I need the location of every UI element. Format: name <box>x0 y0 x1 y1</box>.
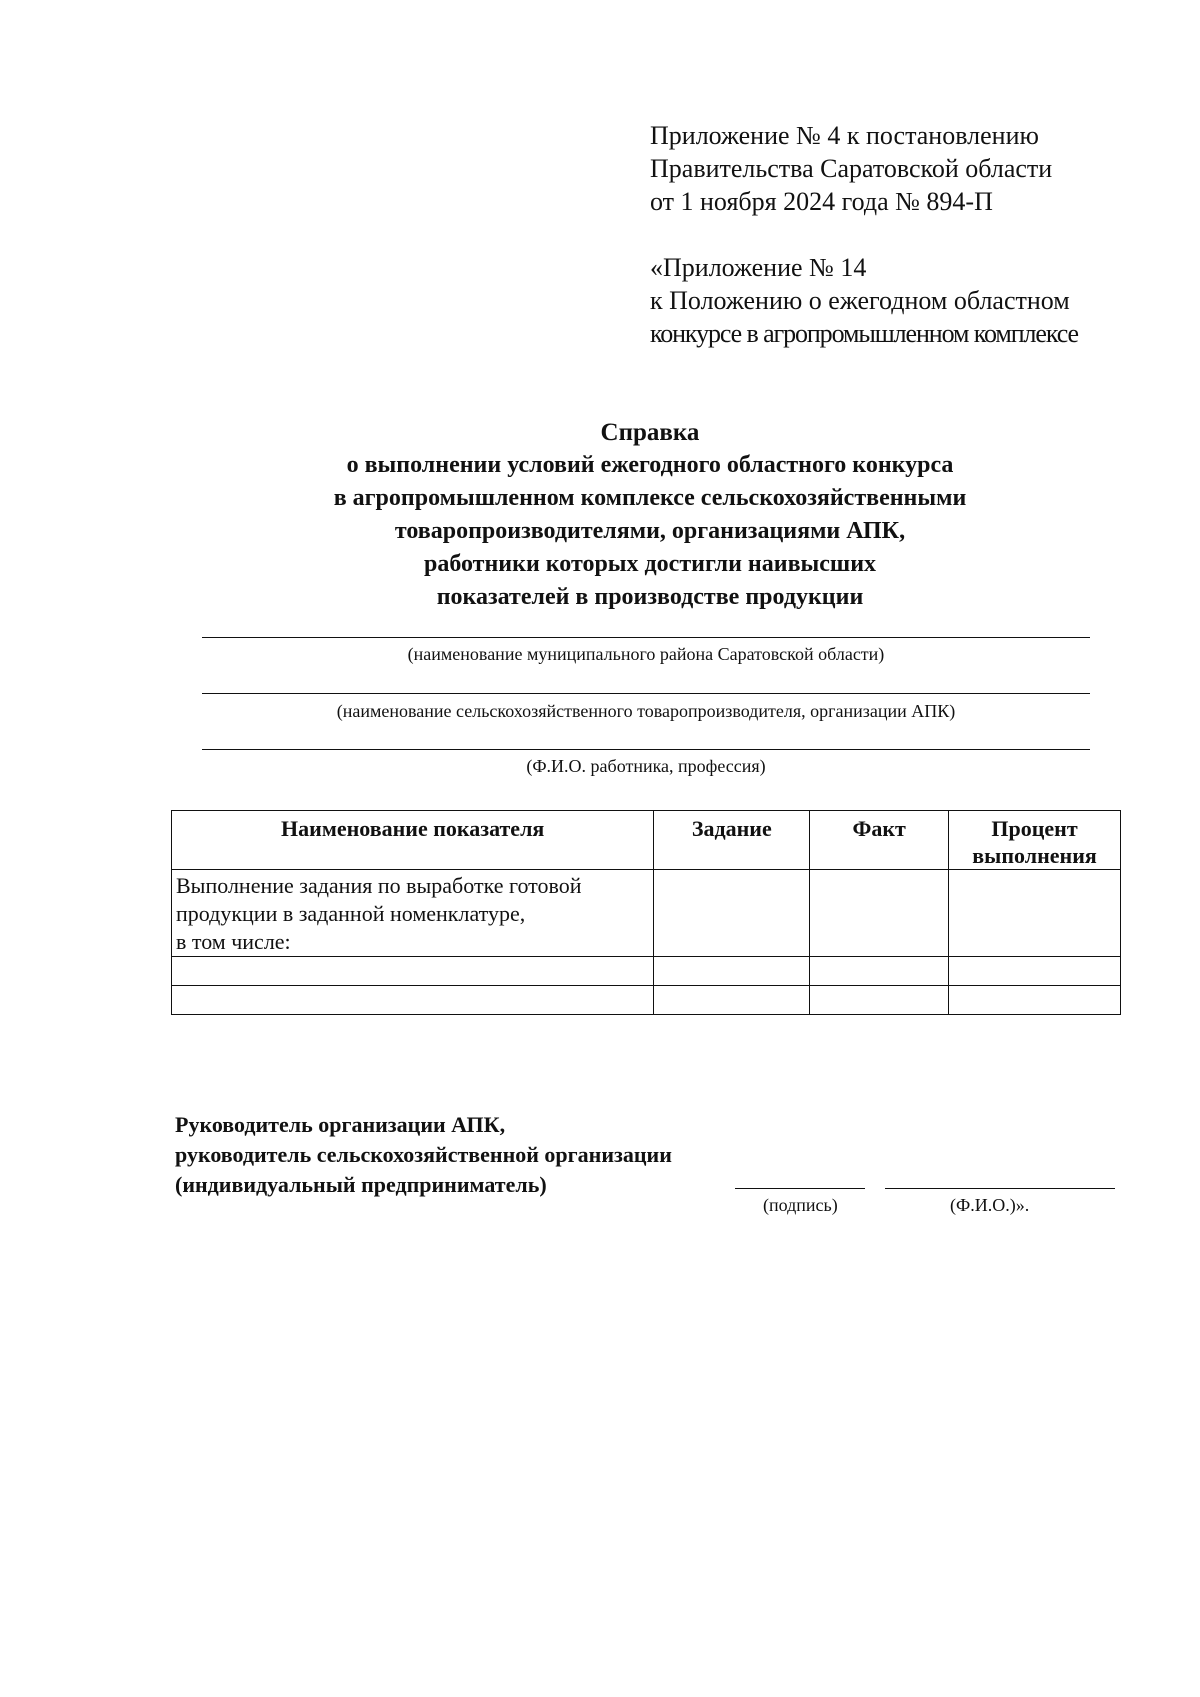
signature-caption: (подпись) <box>763 1195 838 1215</box>
title-line: работники которых достигли наивысших <box>423 551 877 577</box>
row-task-cell <box>654 957 810 986</box>
indicator-line: Выполнение задания по выработке готовой <box>176 873 582 898</box>
title-line: в агропромышленном комплексе сельскохозяйственными <box>333 485 967 511</box>
name-fill-line <box>885 1188 1115 1189</box>
header-percent-line: Процент <box>991 816 1078 841</box>
signatory-line: руководитель сельскохозяйственной организации <box>175 1142 672 1167</box>
worker-fill-line <box>202 749 1090 750</box>
appendix-line: Правительства Саратовской области <box>650 154 1053 183</box>
indicator-line: продукции в заданной номенклатуре, <box>176 901 526 926</box>
row-task-cell <box>654 986 810 1015</box>
table-row <box>172 957 1121 986</box>
header-percent-line: выполнения <box>972 843 1097 868</box>
table-row <box>172 986 1121 1015</box>
appendix-sub-line: конкурсе в агропромышленном комплексе <box>650 319 1078 348</box>
appendix-line: от 1 ноября 2024 года № 894-П <box>650 187 993 216</box>
row-percent-cell <box>949 957 1121 986</box>
header-task: Задание <box>654 811 810 870</box>
row-indicator-cell <box>172 870 654 957</box>
title-line: товаропроизводителями, организациями АПК, <box>394 518 906 544</box>
row-indicator-cell <box>172 986 654 1015</box>
row-indicator-cell <box>172 957 654 986</box>
title-line: о выполнении условий ежегодного областного конкурса <box>346 452 954 478</box>
title-word: Справка <box>600 419 700 446</box>
district-fill-line <box>202 637 1090 638</box>
header-indicator: Наименование показателя <box>172 811 654 870</box>
appendix-sub-line: «Приложение № 14 <box>650 253 867 282</box>
row-fact-cell <box>810 870 949 957</box>
header-percent <box>949 811 1121 870</box>
row-percent-cell <box>949 986 1121 1015</box>
producer-fill-line <box>202 693 1090 694</box>
appendix-sub-reference <box>650 251 1078 350</box>
row-fact-cell <box>810 986 949 1015</box>
signatory-line: (индивидуальный предприниматель) <box>175 1172 547 1197</box>
row-fact-cell <box>810 957 949 986</box>
appendix-sub-line: к Положению о ежегодном областном <box>650 286 1070 315</box>
indicator-text <box>172 870 653 956</box>
producer-caption: (наименование сельскохозяйственного товаропроизводителя, организации АПК) <box>336 701 956 721</box>
row-task-cell <box>654 870 810 957</box>
signature-fill-line <box>735 1188 865 1189</box>
worker-caption: (Ф.И.О. работника, профессия) <box>526 756 766 776</box>
title-line: показателей в производстве продукции <box>436 584 864 610</box>
table-row <box>172 870 1121 957</box>
name-caption: (Ф.И.О.)». <box>950 1195 1030 1215</box>
appendix-line: Приложение № 4 к постановлению <box>650 121 1039 150</box>
district-caption: (наименование муниципального района Саратовской области) <box>407 644 885 664</box>
indicator-table <box>171 810 1121 1015</box>
indicator-line: в том числе: <box>176 929 291 954</box>
table-header-row <box>172 811 1121 870</box>
appendix-reference <box>650 119 1052 218</box>
header-fact: Факт <box>810 811 949 870</box>
document-title <box>200 416 1100 614</box>
signature-block <box>175 1110 672 1200</box>
signatory-line: Руководитель организации АПК, <box>175 1112 506 1137</box>
row-percent-cell <box>949 870 1121 957</box>
